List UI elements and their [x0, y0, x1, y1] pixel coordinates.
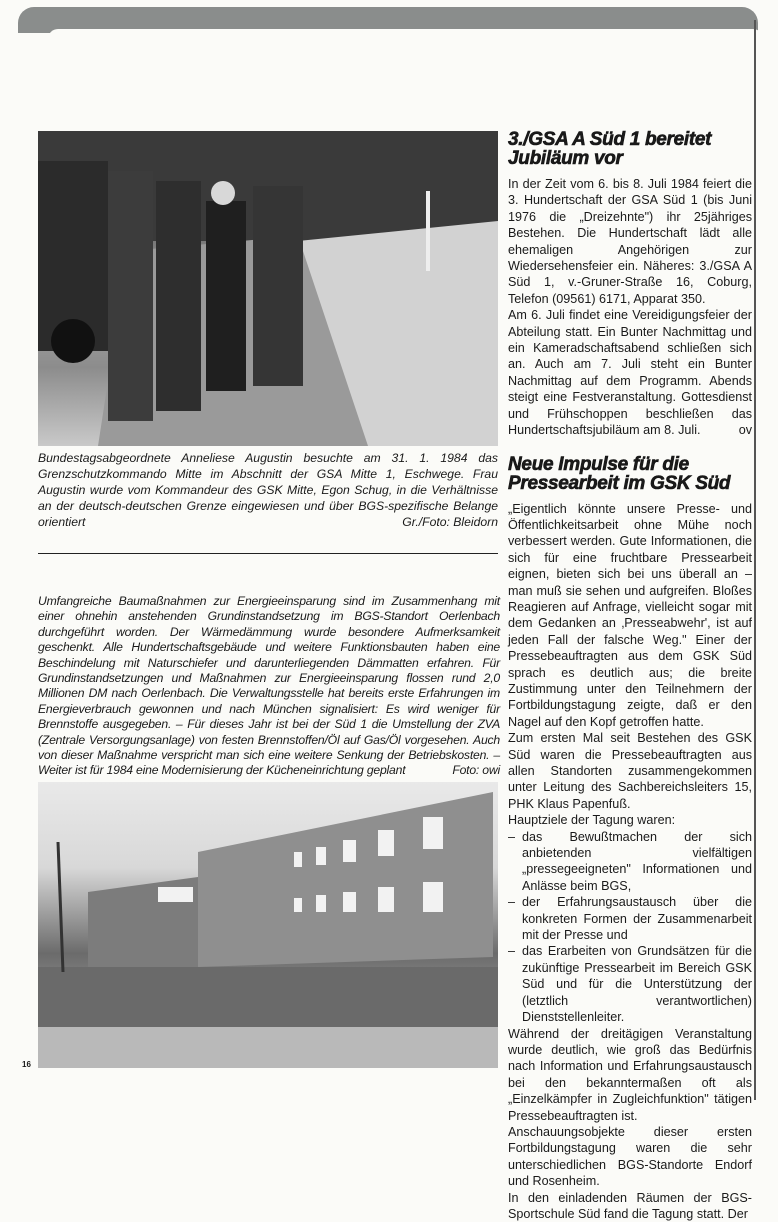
page-header-bar: [18, 7, 758, 33]
page-number: 16: [22, 1060, 31, 1069]
article2-paragraph: In den einladenden Räumen der BGS-Sportschule Süd fand die Tagung statt. Der: [508, 1190, 752, 1221]
photo-building-oerlenbach: [38, 782, 498, 1068]
photo-visit-border: [38, 131, 498, 446]
photo1-caption-text: Bundestagsabgeordnete Anneliese Augustin besuchte am 31. 1. 1984 das Grenzschutzkommando Mitte im Abschnitt der GSA Mitte 1, Eschwege. Frau Augustin wurde vom Kommandeur des GSK Mitte, Egon Schug, in die Verhältnisse an der deutsch-deutschen Grenze eingewiesen und über BGS-spezifische Belange orientiert: [38, 451, 498, 529]
article2-paragraph: Zum ersten Mal seit Bestehen des GSK Süd waren die Pressebeauftragten aus allen Standorten zusammengekommen unter Leitung des Sachbereichsleiters 15, PHK Klaus Papenfuß.: [508, 731, 752, 811]
article1-paragraph: [508, 307, 752, 438]
list-item: – der Erfahrungsaustausch über die konkreten Formen der Zusammenarbeit mit der Presse und: [508, 894, 752, 943]
article2-paragraph: „Eigentlich könnte unsere Presse- und Öffentlichkeitsarbeit ohne Mühe noch verbessert werden. Gute Informationen, die sich für eine fruchtbare Pressearbeit eignen, bieten sich bei uns überall an – man muß sie sehen und aufgreifen. Bloßes Reagieren auf Anfrage, vielleicht sogar mit dem Gedanken an ‚Presseabwehr', ist auf jeden Fall der falsche Weg." Einer der Pressebeauftragten aus dem GSK Süd sprach es deutlich aus; die breite Zustimmung unter den Teilnehmern der Fortbildungstagung zeigte, daß er den Nagel auf den Kopf getroffen hatte.: [508, 501, 752, 729]
article1-paragraph-text: Am 6. Juli findet eine Vereidigungsfeier der Abteilung statt. Ein Bunter Nachmittag und ein Kameradschaftsabend schließen sich an. Auch am 7. Juli steht ein Bunter Nachmittag auf dem Programm. Abends steigt eine Festveranstaltung. Gottesdienst und Frühschoppen beschließen das Hundertschaftsjubiläum am 8. Juli.: [508, 308, 752, 438]
article2-paragraph: Hauptziele der Tagung waren:: [508, 813, 676, 828]
article2-goals-list: [508, 829, 752, 1026]
list-item: – das Erarbeiten von Grundsätzen für die zukünftige Pressearbeit im Bereich GSK Süd und für die Unterstützung der (letztlich verantwortlichen) Dienststellenleiter.: [508, 943, 752, 1025]
article1-paragraph: In der Zeit vom 6. bis 8. Juli 1984 feiert die 3. Hundertschaft der GSA Süd 1 (bis Juni 1976 die „Dreizehnte") ihr 25jähriges Bestehen. Die Hundertschaft lädt alle ehemaligen Angehörigen zur Wiedersehensfeier ein. Näheres: 3./GSA A Süd 1, v.-Gruner-Straße 16, Coburg, Telefon (09561) 6171, Apparat 350.: [508, 177, 752, 306]
photo2-caption-text: Umfangreiche Baumaßnahmen zur Energieeinsparung sind im Zusammenhang mit einer ohnehin anstehenden Grundinstandsetzung im BGS-Standort Oerlenbach durchgeführt worden. Der Wärmedämmung wurde besondere Aufmerksamkeit geschenkt. Alle Hundertschaftsgebäude und weitere Funktionsbauten haben eine Beschindelung mit Naturschiefer und darunterliegenden Dämmatten erfahren. Für Grundinstandsetzungen und Maßnahmen zur Energieeinsparung flossen rund 2,0 Millionen DM nach Oerlenbach. Die Verwaltungsstelle hat bereits erste Erfahrungen im Energieverbrauch gewonnen und nach München signalisiert: Es wird weniger für Brennstoffe ausgegeben. – Für dieses Jahr ist bei der Süd 1 die Umstellung der ZVA (Zentrale Versorgungsanlage) von festen Brennstoffen/Öl auf Gas/Öl vorgesehen. Auch von dieser Maßnahme verspricht man sich eine weitere Senkung der Betriebskosten. – Weiter ist für 1984 eine Modernisierung der Kücheneinrichtung geplant: [38, 594, 500, 778]
photo2-credit: Foto: owi: [452, 763, 500, 778]
article1-headline: 3./GSA A Süd 1 bereitet Jubiläum vor: [508, 129, 712, 169]
divider-line: [38, 553, 498, 554]
photo1-credit: Gr./Foto: Bleidorn: [402, 515, 498, 529]
photo2-caption: [38, 594, 500, 779]
photo1-caption: [38, 450, 498, 530]
article1-signature: ov: [738, 423, 752, 438]
page-border: [754, 20, 756, 1100]
article2-headline: Neue Impulse für die Pressearbeit im GSK Süd: [508, 453, 731, 494]
article2-paragraph: Während der dreitägigen Veranstaltung wurde deutlich, wie groß das Bedürfnis nach Information und Erfahrungsaustausch bei den bekanntermaßen oft als „Einzelkämpfer in Zugleichfunktion" tätigen Pressebeauftragten ist.: [508, 1026, 752, 1123]
article2-paragraph: Anschauungsobjekte dieser ersten Fortbildungstagung waren die sehr unterschiedlichen BGS-Standorte Endorf und Rosenheim.: [508, 1124, 752, 1189]
right-column: [508, 130, 752, 1222]
list-item: – das Bewußtmachen der sich anbietenden vielfältigen „pressegeeigneten" Informationen und Anlässe beim BGS,: [508, 829, 752, 895]
